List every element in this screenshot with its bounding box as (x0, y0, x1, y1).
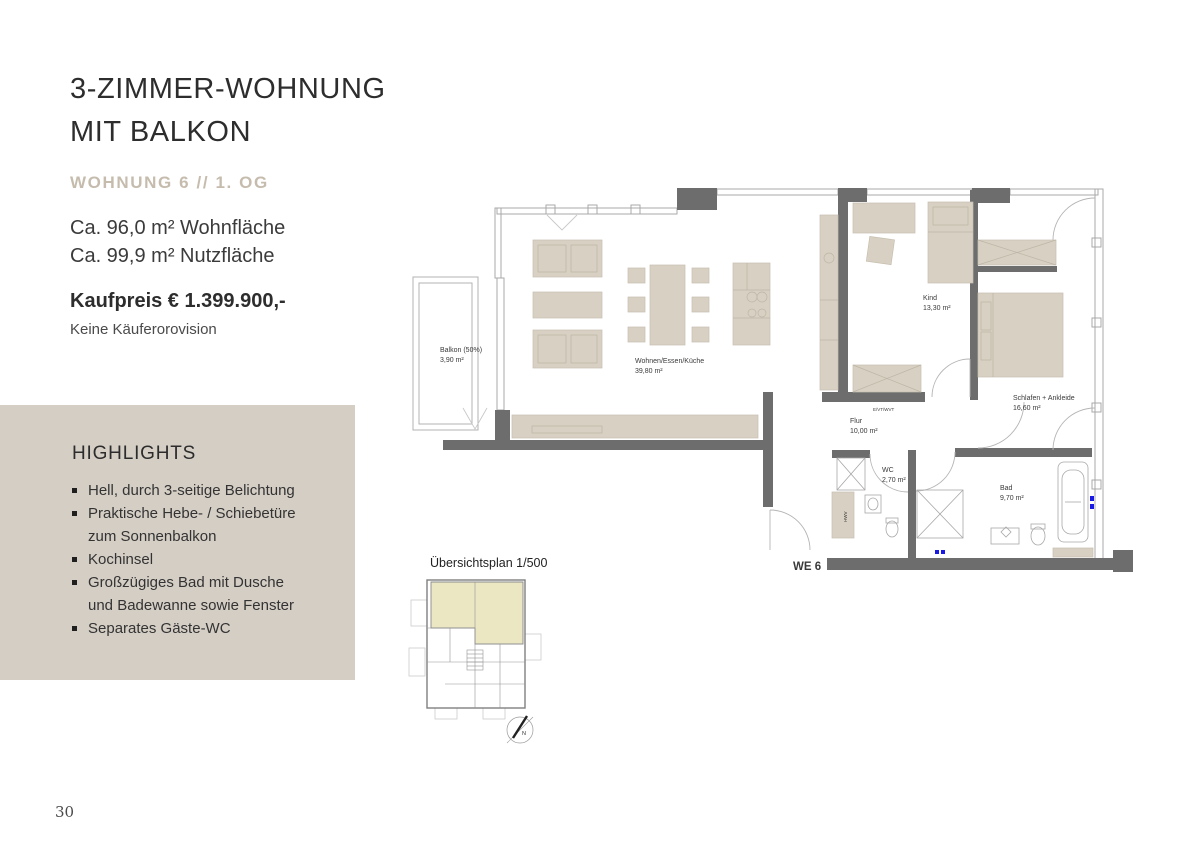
highlights-heading: HIGHLIGHTS (72, 443, 197, 464)
room-area-kind: 13,30 m² (923, 305, 951, 312)
page-title-line1: 3-ZIMMER-WOHNUNG (70, 73, 386, 105)
cabinet-label: HWV (843, 511, 848, 522)
shaft-label: E/VT/WVT (873, 407, 895, 412)
room-label-wohnen: Wohnen/Essen/Küche (635, 358, 705, 365)
room-label-flur: Flur (850, 418, 863, 425)
highlight-item: Separates Gäste-WC (72, 617, 334, 640)
floor-plan (395, 180, 1185, 580)
area-info (70, 214, 285, 270)
price-note: Keine Käuferorovision (70, 321, 217, 338)
apartment-subtitle: WOHNUNG 6 // 1. OG (70, 173, 269, 192)
room-area-flur: 10,00 m² (850, 428, 878, 435)
highlight-item: Hell, durch 3-seitige Belichtung (72, 479, 334, 502)
compass-icon (507, 716, 533, 743)
room-label-balkon: Balkon (50%) (440, 347, 483, 354)
highlight-item: Großzügiges Bad mit Dusche und Badewanne sowie Fenster (72, 571, 334, 617)
page-title (70, 68, 386, 154)
living-area-line: Ca. 96,0 m² Wohnfläche (70, 217, 286, 239)
bath-fixtures (837, 458, 1088, 545)
purchase-price: Kaufpreis € 1.399.900,- (70, 290, 286, 312)
room-area-wc: 2,70 m² (882, 477, 906, 484)
furniture (512, 202, 1093, 557)
room-label-kind: Kind (923, 295, 938, 302)
room-label-bad: Bad (1000, 485, 1013, 492)
compass-north-label: N (522, 731, 526, 737)
room-area-balkon: 3,90 m² (440, 357, 464, 364)
usable-area-line: Ca. 99,9 m² Nutzfläche (70, 245, 275, 267)
highlight-item: Kochinsel (72, 548, 334, 571)
page-title-line2: MIT BALKON (70, 116, 252, 148)
overview-plan (405, 572, 550, 752)
highlight-item: Praktische Hebe- / Schiebetüre zum Sonnenbalkon (72, 502, 334, 548)
room-area-schlafen: 16,60 m² (1013, 405, 1041, 412)
room-label-schlafen: Schlafen + Ankleide (1013, 395, 1075, 402)
overview-plan-title: Übersichtsplan 1/500 (430, 556, 548, 570)
unit-label: WE 6 (793, 561, 822, 573)
room-area-wohnen: 39,80 m² (635, 368, 663, 375)
highlights-box (0, 405, 355, 680)
room-area-bad: 9,70 m² (1000, 495, 1024, 502)
page-number: 30 (55, 803, 75, 821)
room-label-wc: WC (882, 467, 894, 474)
highlights-list (72, 479, 334, 640)
installation-markers (935, 496, 1094, 554)
